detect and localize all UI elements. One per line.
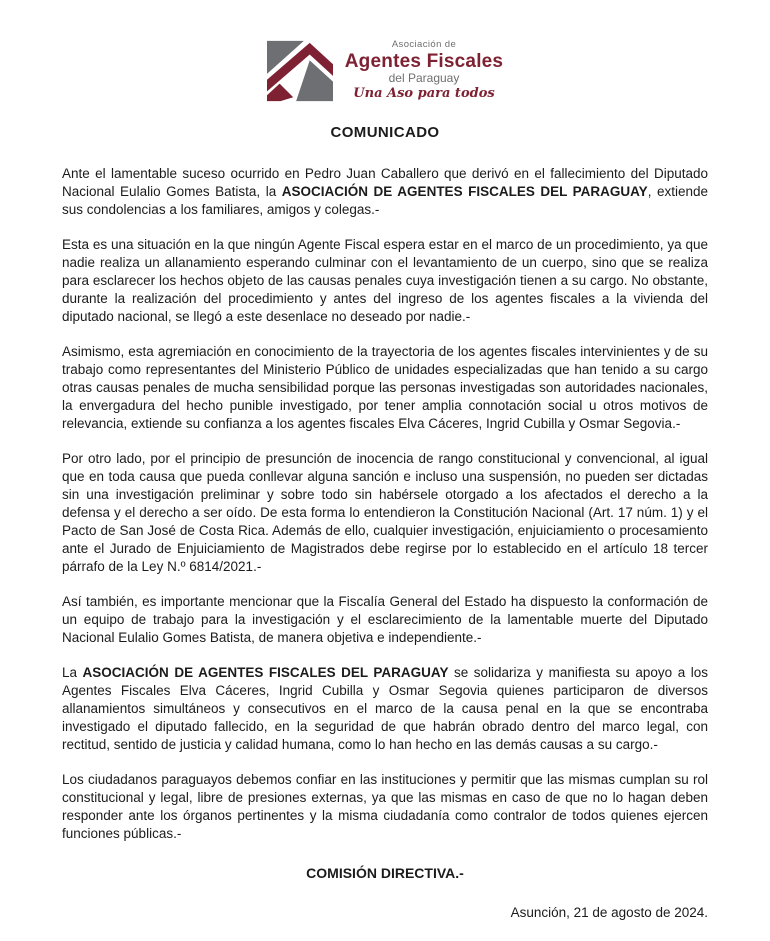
paragraph-run: se solidariza y manifiesta su apoyo a los Agentes Fiscales Elva Cáceres, Ingrid Cubilla y Osmar Segovia quienes participaron de diversos allanamientos simultáneos y consecutivos en el marco de la causa penal en la que se encontraba investigado el diputado fallecido, en la seguridad de que habrán obrado dentro del marco legal, con rectitud, sentido de justicia y calidad humana, como lo han hecho en las demás causas a su cargo.- [62,665,708,752]
logo-org-small: Asociación de [391,39,457,51]
paragraphs [62,165,708,843]
signature-line: COMISIÓN DIRECTIVA.- [306,865,464,881]
paragraph [62,165,708,219]
paragraph [62,450,708,576]
paragraph [62,593,708,647]
paragraph [62,343,708,433]
paragraph [62,236,708,326]
document-title: COMUNICADO [330,124,440,141]
paragraph-run: La [62,665,83,680]
paragraph-run: Así también, es importante mencionar que la Fiscalía General del Estado ha dispuesto la conformación de un equipo de trabajo para la investigación y el esclarecimiento de la lamentable muerte del Diputado Nacional Eulalio Gomes Batista, de manera objetiva e independiente.- [62,594,708,645]
logo-org-main: Agentes Fiscales [344,50,504,72]
association-logo-icon [267,40,333,102]
dateline: Asunción, 21 de agosto de 2024. [510,905,708,920]
association-logo-text [345,40,503,102]
association-logo [62,40,708,102]
logo-org-sub: del Paraguay [388,70,460,85]
paragraph-run: Los ciudadanos paraguayos debemos confiar en las instituciones y permitir que las mismas cumplan su rol constitucional y legal, libre de presiones externas, ya que las mismas en caso de que no lo hagan deben responder ante los órganos pertinentes y la misma ciudadanía como contralor de todos quienes ejercen funciones públicas.- [62,772,708,841]
paragraph-run: Ante el lamentable suceso ocurrido en Pedro Juan Caballero que derivó en el fallecimiento del Diputado Nacional Eulalio Gomes Batista, la [62,166,708,199]
paragraph [62,771,708,843]
paragraph-run: Por otro lado, por el principio de presunción de inocencia de rango constitucional y convencional, al igual que en toda causa que pueda conllevar alguna sanción e incluso una suspensión, no pueden ser dictadas sin una investigación preliminar y sobre todo sin habérsele otorgado a los afectados el derecho a la defensa y el derecho a ser oído. De esta forma lo entendieron la Constitución Nacional (Art. 17 núm. 1) y el Pacto de San José de Costa Rica. Además de ello, cualquier investigación, enjuiciamiento o procesamiento ante el Jurado de Enjuiciamiento de Magistrados debe regirse por lo establecido en el artículo 18 tercer párrafo de la Ley N.º 6814/2021.- [62,451,708,574]
paragraph-run: , extiende sus condolencias a los familiares, amigos y colegas.- [62,184,709,217]
paragraph-run: Esta es una situación en la que ningún Agente Fiscal espera estar en el marco de un procedimiento, ya que nadie realiza un allanamiento esperando culminar con el levantamiento de un cuerpo, sino que se realiza para esclarecer los hechos objeto de las causas penales cuya investigación tienen a su cargo. No obstante, durante la realización del procedimiento y antes del ingreso de los agentes fiscales a la vivienda del diputado nacional, se llegó a este desenlace no deseado por nadie.- [62,237,708,324]
paragraph-run: Asimismo, esta agremiación en conocimiento de la trayectoria de los agentes fiscales intervinientes y de su trabajo como representantes del Ministerio Público de unidades especializadas que han tenido a su cargo otras causas penales de mucha sensibilidad porque las personas investigadas son autoridades nacionales, la envergadura del hecho punible investigado, por tener amplia connotación social u otros motivos de relevancia, extiende su confianza a los agentes fiscales Elva Cáceres, Ingrid Cubilla y Osmar Segovia.- [62,344,708,431]
logo-tagline: Una Aso para todos [353,86,495,102]
paragraph [62,664,708,754]
paragraph-run-bold: ASOCIACIÓN DE AGENTES FISCALES DEL PARAGUAY [281,184,648,199]
paragraph-run-bold: ASOCIACIÓN DE AGENTES FISCALES DEL PARAGUAY [82,665,449,680]
